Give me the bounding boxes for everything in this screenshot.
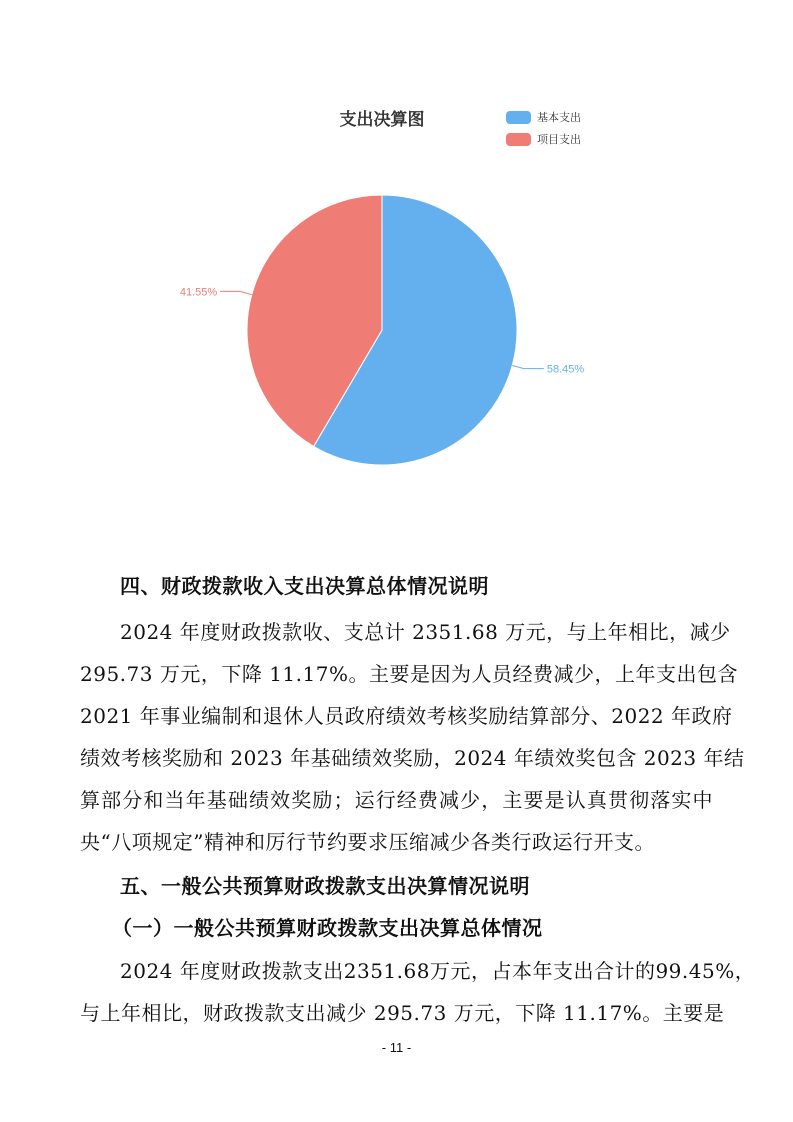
section-4-heading: 四、财政拨款收入支出决算总体情况说明 xyxy=(120,574,489,598)
paragraph-line: 2024 年度财政拨款支出2351.68万元，占本年支出合计的99.45%， xyxy=(120,959,756,983)
legend-swatch xyxy=(506,111,531,124)
label-leader-line xyxy=(220,291,252,294)
chart-title: 支出决算图 xyxy=(339,110,425,129)
paragraph-line: 与上年相比，财政拨款支出减少 295.73 万元，下降 11.17%。主要是 xyxy=(80,1001,725,1025)
paragraph-line: 央“八项规定”精神和厉行节约要求压缩减少各类行政运行开支。 xyxy=(80,830,655,854)
paragraph-line: 2024 年度财政拨款收、支总计 2351.68 万元，与上年相比，减少 xyxy=(120,620,731,644)
paragraph-line: 2021 年事业编制和退休人员政府绩效考核奖励结算部分、2022 年政府 xyxy=(80,704,733,728)
pie-data-label: 41.55% xyxy=(179,286,218,299)
legend-label: 项目支出 xyxy=(537,133,581,146)
legend-swatch xyxy=(506,133,531,146)
pie-data-label: 58.45% xyxy=(546,363,585,376)
paragraph-line: 算部分和当年基础绩效奖励；运行经费减少，主要是认真贯彻落实中 xyxy=(80,788,713,812)
legend-label: 基本支出 xyxy=(537,111,581,124)
paragraph-line: 295.73 万元，下降 11.17%。主要是因为人员经费减少，上年支出包含 xyxy=(80,662,738,686)
paragraph-line: 绩效考核奖励和 2023 年基础绩效奖励，2024 年绩效奖包含 2023 年结 xyxy=(80,746,745,770)
expenditure-pie-chart xyxy=(0,0,793,520)
section-5-heading: 五、一般公共预算财政拨款支出决算情况说明 xyxy=(120,874,530,898)
label-leader-line xyxy=(512,365,544,368)
section-5-subheading: （一）一般公共预算财政拨款支出决算总体情况 xyxy=(112,916,543,940)
page-number: - 11 - xyxy=(381,1040,412,1055)
